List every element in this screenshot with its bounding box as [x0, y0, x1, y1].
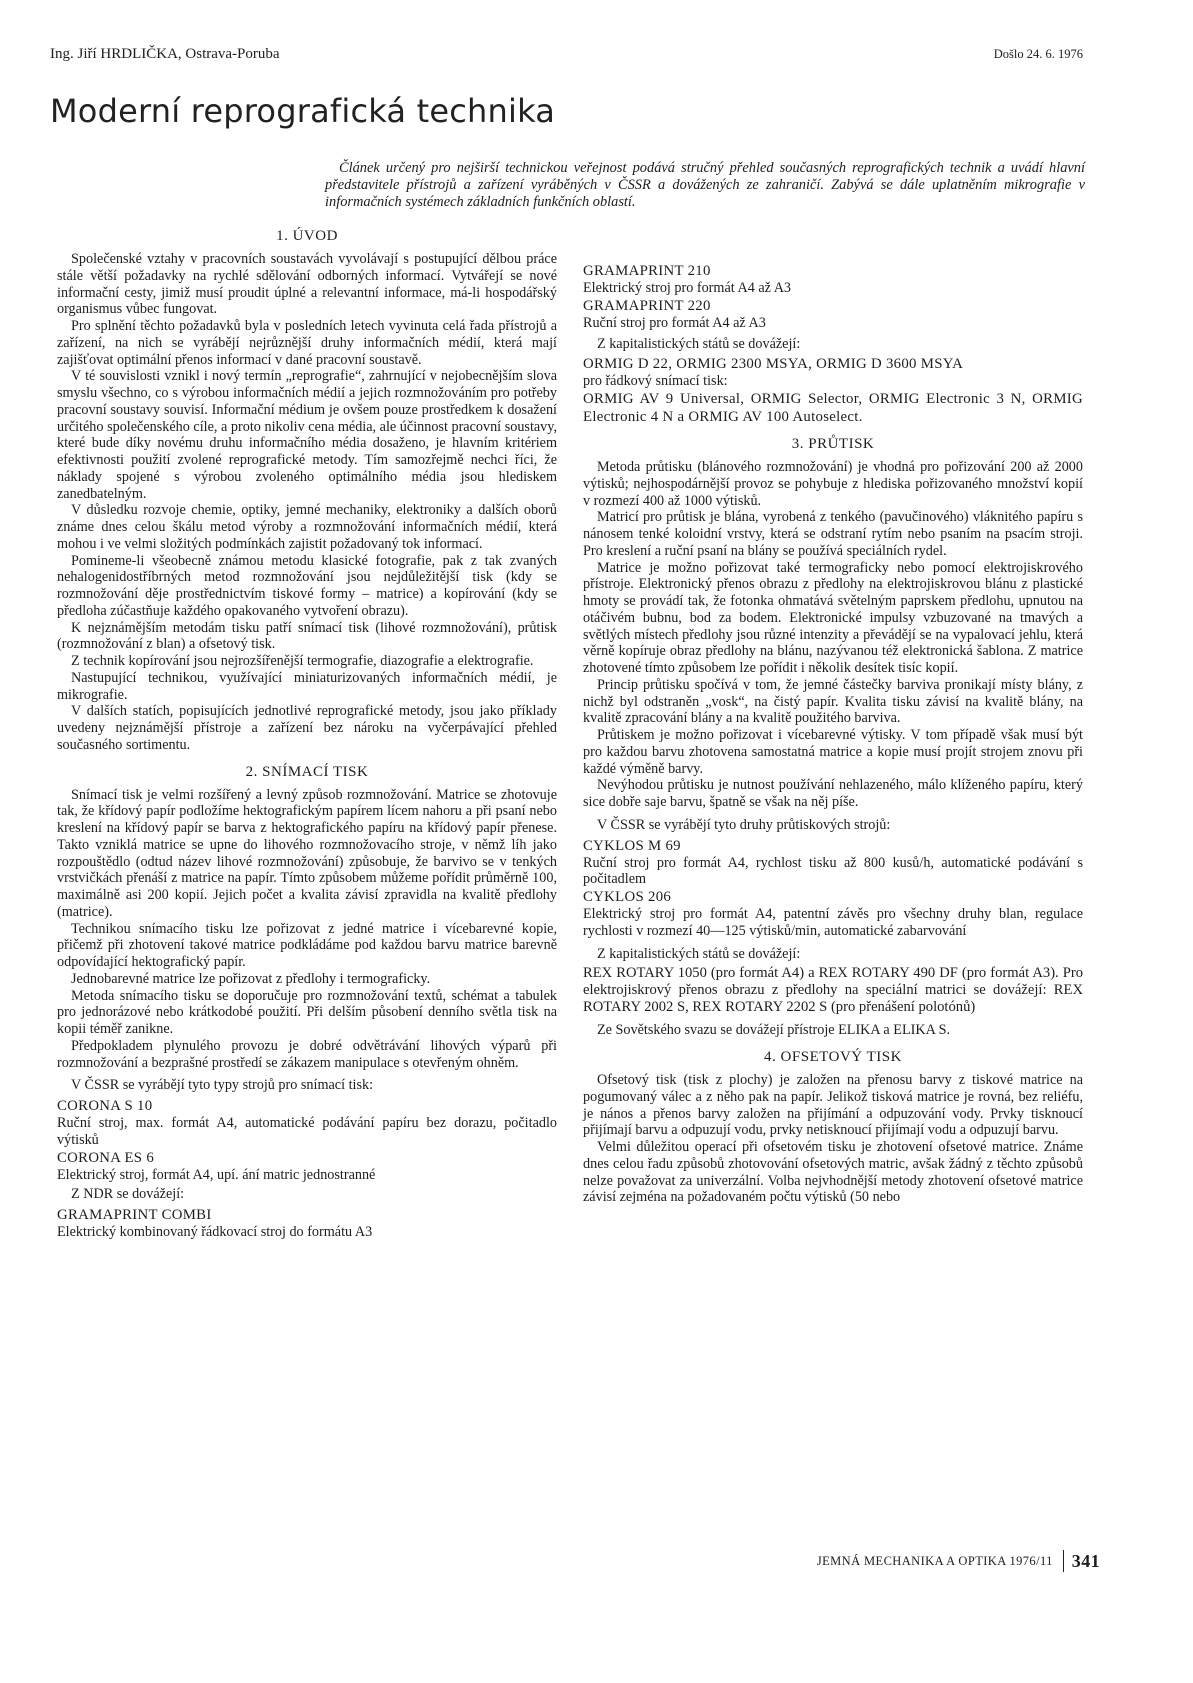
- page-number: 341: [1071, 1550, 1100, 1571]
- machine-description: Elektrický stroj pro formát A4 až A3: [583, 280, 792, 296]
- machine-name: GRAMAPRINT COMBI: [57, 1207, 212, 1223]
- section-heading-ofsetovy-tisk: 4. OFSETOVÝ TISK: [764, 1049, 902, 1065]
- machine-name: ORMIG AV 9 Universal, ORMIG Selector, ORMIG Electronic 3 N, ORMIG Electronic 4 N a ORMIG AV 100 Autoselect.: [583, 391, 1083, 425]
- machine-name: ORMIG D 22, ORMIG 2300 MSYA, ORMIG D 3600 MSYA: [583, 356, 964, 373]
- machine-name: CORONA S 10: [57, 1098, 153, 1114]
- paragraph: Technikou snímacího tisku lze pořizovat z jedné matrice i vícebarevné kopie, přičemž při zhotovení takové matrice podkládáme pod každou barvu matrice barevně odpovídající hektografický papír.: [57, 920, 557, 970]
- machine-list: [57, 1097, 557, 1183]
- article-abstract: Článek určený pro nejširší technickou veřejnost podává stručný přehled současných reprografických technik a uvádí hlavní představitele přístrojů a zařízení vyráběných v ČSSR a dovážených ze zahraničí. Zabývá se dále uplatněním mikrografie v informačních systémech základních funkčních oblastí.: [325, 160, 1085, 210]
- paragraph: V ČSSR se vyrábějí tyto typy strojů pro snímací tisk:: [71, 1077, 374, 1094]
- paragraph: Princip průtisku spočívá v tom, že jemné částečky barviva pronikají místy blány, z nichž byl odstraněn „vosk“, na čistý papír. Kvalita tisku závisí na kvalitě blány, na kvalitě zpracování blány a na kvalitě použitého barviva.: [583, 676, 1083, 727]
- paragraph: Metoda snímacího tisku se doporučuje pro rozmnožování textů, schémat a tabulek pro jednorázové nebo krátkodobé použití. Při delším působení denního světla tisk na kopii téměř zanikne.: [57, 987, 557, 1037]
- paragraph: Snímací tisk je velmi rozšířený a levný způsob rozmnožování. Matrice se zhotovuje tak, že křídový papír podložíme hektografickým papírem lícem nahoru a při psaní nebo kreslení na křídový papír se barva z hektografického papíru na křídový papír přenese. Takto vzniklá matrice se upne do lihového rozmnožovacího stroje, v němž líh jako rozpouštědlo (odtud název lihové rozmnožování) způsobuje, že barvivo se v tenkých vrstvičkách přenáší z matrice na papír. Tímto způsobem můžeme pořídit průměrně 100, maximálně asi 200 kopií. Jejich počet a kvalita závisí zpravidla na kvalitě předlohy (matrice).: [57, 786, 557, 920]
- machine-description: Elektrický stroj, formát A4, upí. ání matric jednostranné: [57, 1166, 376, 1183]
- paragraph: Z kapitalistických států se dovážejí:: [597, 335, 801, 352]
- journal-name: JEMNÁ MECHANIKA A OPTIKA 1976/11: [816, 1553, 1053, 1568]
- machine-name: GRAMAPRINT 220: [583, 297, 711, 314]
- paragraph: Nevýhodou průtisku je nutnost používání nehlazeného, málo klíženého papíru, který sice dobře saje barvu, špatně se však na něj píše.: [583, 777, 1083, 810]
- paragraph: V dalších statích, popisujících jednotlivé reprografické metody, jsou jako příklady uvedeny nejznámější přístroje a zařízení bez nároku na vyčerpávající přehled současného sortimentu.: [57, 703, 557, 753]
- section-heading-prutisk: 3. PRŮTISK: [791, 436, 875, 452]
- machine-list: [583, 355, 1083, 426]
- section-heading-snimaci-tisk: 2. SNÍMACÍ TISK: [245, 763, 369, 780]
- paragraph: V ČSSR se vyrábějí tyto druhy průtiskových strojů:: [597, 816, 891, 833]
- article-title: Moderní reprografická technika: [50, 92, 556, 130]
- paragraph: Velmi důležitou operací při ofsetovém tisku je zhotovení ofsetové matrice. Známe dnes celou řadu způsobů zhotovování ofsetových matric, avšak žádný z těchto způsobů nelze považovat za univerzální. Volba nejvhodnější metody zhotovení ofsetové matrice závisí zejména na požadovaném počtu výtisků (50 nebo: [583, 1139, 1083, 1206]
- right-column: [583, 262, 1083, 1206]
- page-footer: [817, 1550, 1100, 1572]
- paragraph: Jednobarevné matrice lze pořizovat z předlohy i termograficky.: [71, 970, 431, 987]
- machine-description: Ruční stroj pro formát A4 až A3: [583, 314, 766, 331]
- paragraph: V důsledku rozvoje chemie, optiky, jemné mechaniky, elektroniky a dalších oborů známe dnes celou škálu metod výroby a rozmnožování informačních médií, která mohou i ve velmi složitých podmínkách zajistit požadovaný tok informací.: [57, 502, 557, 552]
- paragraph: Průtiskem je možno pořizovat i vícebarevné výtisky. V tom případě však musí být pro každou barvu zhotovena samostatná matrice a kopie musí projít strojem znovu při každé výměně barvy.: [583, 727, 1083, 777]
- footer-divider: [1063, 1550, 1064, 1572]
- machine-name: CORONA ES 6: [57, 1149, 155, 1166]
- paragraph: Předpokladem plynulého provozu je dobré odvětrávání lihových výparů při rozmnožování a bezprašné prostředí se zákazem manipulace s otevřeným ohněm.: [57, 1037, 557, 1071]
- section-heading-uvod: 1. ÚVOD: [276, 228, 338, 244]
- paragraph: Ze Sovětského svazu se dovážejí přístroje ELIKA a ELIKA S.: [597, 1022, 951, 1039]
- machine-description: Elektrický stroj pro formát A4, patentní závěs pro všechny druhy blan, regulace rychlosti v rozmezí 40—125 výtisků/min, automatické zabarvování: [583, 906, 1083, 939]
- left-column: [57, 222, 557, 1241]
- machine-list: [57, 1206, 557, 1241]
- paragraph: Metoda průtisku (blánového rozmnožování) je vhodná pro pořizování 200 až 2000 výtisků; nejhospodárnější provoz se pohybuje z hlediska pořizovaného množství kopií v rozmezí 400 až 1000 výtisků.: [583, 459, 1083, 509]
- machine-description: Ruční stroj pro formát A4, rychlost tisku až 800 kusů/h, automatické podávání s počitadlem: [583, 854, 1083, 888]
- machine-description: Ruční stroj, max. formát A4, automatické podávání papíru bez dorazu, počitadlo výtisků: [57, 1115, 557, 1148]
- paragraph: Společenské vztahy v pracovních soustavách vyvolávají s postupující dělbou práce stále větší požadavky na rychlé sdělování odborných informací. Vytvářejí se nové informační cesty, jimiž musí proudit úplné a relevantní informace, má-li hospodářský organismus vůbec fungovat.: [57, 251, 557, 318]
- received-date: Došlo 24. 6. 1976: [993, 47, 1083, 61]
- paragraph: Pomineme-li všeobecně známou metodu klasické fotografie, pak z tak zvaných nehalogenidostříbrných metod rozmnožování jsou nejdůležitější tisk (kdy se rozmnožování děje prostřednictvím tiskové formy – matrice) a kopírování (kdy se předloha zúčastňuje každého opakovaného vytvoření obrazu).: [57, 552, 557, 619]
- machine-name: GRAMAPRINT 210: [583, 263, 711, 279]
- paragraph: Matrice je možno pořizovat také termograficky nebo pomocí elektrojiskrového přístroje. Elektronický přenos obrazu z předlohy na elektrojiskrovou blánu z plastické hmoty se provádí tak, že fotonka ohmatává světelným paprskem předlohu, upnutou na otáčivém bubnu, bod za bodem. Elektronické impulsy vzbuzované na tmavých a světlých místech předlohy jsou různé intenzity a převádějí se na vypalovací jehlu, která věrně kopíruje obraz předlohy na blánu, nazývanou též elektronická šablona. Z matrice zhotovené tímto způsobem lze pořídit i několik desítek tisíc kopií.: [583, 559, 1083, 676]
- paragraph: Nastupující technikou, využívající miniaturizovaných informačních médií, je mikrografie.: [57, 669, 557, 703]
- paragraph: Z technik kopírování jsou nejrozšířenější termografie, diazografie a elektrografie.: [71, 653, 534, 669]
- machine-description: REX ROTARY 1050 (pro formát A4) a REX ROTARY 490 DF (pro formát A3). Pro elektrojiskrový přenos obrazu z předlohy na speciální matrici se dovážejí: REX ROTARY 2002 S, REX ROTARY 2202 S (pro přenášení polotónů): [583, 965, 1083, 1016]
- machine-list: [583, 837, 1083, 940]
- machine-name: CYKLOS 206: [583, 889, 672, 905]
- paragraph: K nejznámějším metodám tisku patří snímací tisk (lihové rozmnožování), průtisk (rozmnožování z blan) a ofsetový tisk.: [57, 619, 557, 653]
- machine-description: Elektrický kombinovaný řádkovací stroj do formátu A3: [57, 1224, 373, 1240]
- paragraph: Pro splnění těchto požadavků byla v posledních letech vyvinuta celá řada přístrojů a zařízení, na nich se vyrábějí nejrůznější druhy informačních médií, která mají zajišťovat optimální přenos informací v dané pracovní soustavě.: [57, 318, 557, 368]
- machine-name: CYKLOS M 69: [583, 837, 681, 854]
- paragraph: V té souvislosti vznikl i nový termín „reprografie“, zahrnující v nejobecnějším slova smyslu všechno, co s výrobou informačních médií a jejich rozmnožováním pro potřeby pracovní soustavy souvisí. Informační médium je ovšem pouze prostředkem k dosažení určitého společenského cíle, a proto nikoliv cena média, ale účinnost pracovní soustavy, které bude díky novému druhu informačního média dosaženo, je hlavním kritériem efektivnosti použití zvolené reprografické metody. Tím samozřejmě nechci říci, že náklady spojené s výrobou zvoleného optimálního média jsou hlediskem zanedbatelným.: [57, 368, 557, 502]
- author-line: Ing. Jiří HRDLIČKA, Ostrava-Poruba: [50, 46, 280, 62]
- paragraph: Ofsetový tisk (tisk z plochy) je založen na přenosu barvy z tiskové matrice na pogumovaný válec a z něho pak na papír. Jelikož tisková matrice je rovná, bez reliéfu, je nános a přenos barvy založen na přijímání a odpuzování vody. Prvky tisknoucí přijímají barvu a odpuzují vodu, prvky netisknoucí přijímají vodu a odpuzují barvu.: [583, 1072, 1083, 1139]
- machine-description: pro řádkový snímací tisk:: [583, 373, 728, 390]
- paragraph: Z NDR se dovážejí:: [71, 1186, 185, 1203]
- paragraph: Matricí pro průtisk je blána, vyrobená z tenkého (pavučinového) vláknitého papíru s nánosem tenké koloidní vrstvy, která se odstraní rytím nebo psaním na psacím stroji. Pro kreslení a ruční psaní na blány se používá speciálních rydel.: [583, 509, 1083, 559]
- paragraph: Z kapitalistických států se dovážejí:: [597, 945, 801, 962]
- machine-list: [583, 262, 1083, 332]
